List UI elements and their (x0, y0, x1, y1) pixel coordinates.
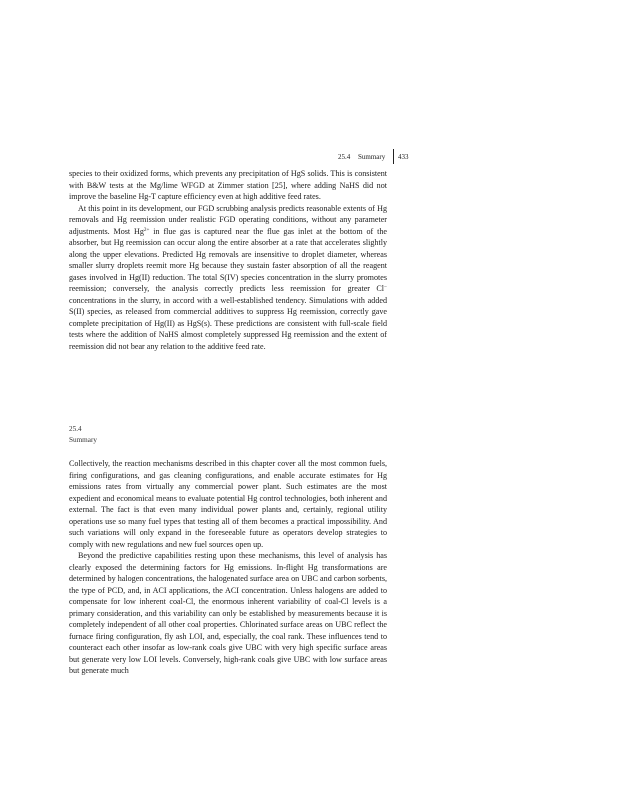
paragraph-text: in flue gas is captured near the flue gas inlet at the bottom of the absorber, but Hg reemission can occur along the entire absorber at a rate that accelerates slightly along the upper elevations. Predicted Hg removals are insensitive to droplet diameter, whereas smaller slurry droplets reemit more Hg because they sustain faster absorption of all the reagent gases involved in Hg(II) reduction. The total S(IV) species concentration in the slurry promotes reemission; conversely, the analysis correctly predicts less reemission for greater Cl (69, 226, 387, 293)
continuation-text (69, 168, 387, 352)
page-number: 433 (398, 153, 409, 161)
superscript: 2+ (143, 226, 150, 233)
paragraph-text: At this point in its development, our FGD scrubbing analysis predicts reasonable extents of Hg removals and Hg reemission under realistic FGD operating conditions, without any parameter adjustments. Most Hg (69, 203, 387, 236)
section-number: 25.4 (69, 425, 82, 433)
running-header-section-name: Summary (358, 153, 386, 161)
section-title: Summary (69, 436, 97, 444)
paragraph: Collectively, the reaction mechanisms described in this chapter cover all the most common fuels, firing configurations, and gas cleaning configurations, and enable accurate estimates for Hg emissions rates from virtually any commercial power plant. Such estimates are the most expedient and economical means to evaluate potential Hg control technologies, both inherent and external. The fact is that even many individual power plants and, certainly, regional utility operations use so many fuel types that testing all of them becomes a practical impossibility. And such variations will only expand in the foreseeable future as operators develop strategies to comply with new regulations and new fuel sources open up. (69, 459, 387, 549)
section-body (69, 458, 387, 677)
superscript: − (384, 283, 387, 290)
paragraph (69, 203, 387, 353)
header-divider (393, 149, 394, 164)
paragraph-text: concentrations in the slurry, in accord with a well-established tendency. Simulations with added S(II) species, as released from commercial additives to suppress Hg reemission, correctly gave complete precipitation of Hg(II) as HgS(s). These predictions are consistent with full-scale field tests where the addition of NaHS almost completely suppressed Hg reemission and the extent of reemission did not bear any relation to the additive feed rate. (69, 295, 387, 351)
section-heading (69, 424, 97, 446)
paragraph: Beyond the predictive capabilities resting upon these mechanisms, this level of analysis has clearly exposed the determining factors for Hg emissions. In-flight Hg transformations are determined by halogen concentrations, the halogenated surface area on UBC and carbon sorbents, the type of PCD, and, in ACI applications, the ACI concentration. Unless halogens are added to compensate for low inherent coal-Cl, the enormous inherent variability of coal-Cl levels is a primary consideration, and this variability can only be established by measurements because it is completely independent of all other coal properties. Chlorinated surface areas on UBC reflect the furnace firing configuration, fly ash LOI, and, especially, the coal rank. These influences tend to counteract each other insofar as low-rank coals give UBC with very high specific surface areas but generate very low LOI levels. Conversely, high-rank coals give UBC with low surface areas but generate much (69, 551, 387, 675)
paragraph: species to their oxidized forms, which prevents any precipitation of HgS solids. This is consistent with B&W tests at the Mg/lime WFGD at Zimmer station [25], where adding NaHS did not improve the baseline Hg-T capture efficiency even at high additive feed rates. (69, 169, 387, 201)
running-header-section-number: 25.4 (338, 153, 351, 161)
